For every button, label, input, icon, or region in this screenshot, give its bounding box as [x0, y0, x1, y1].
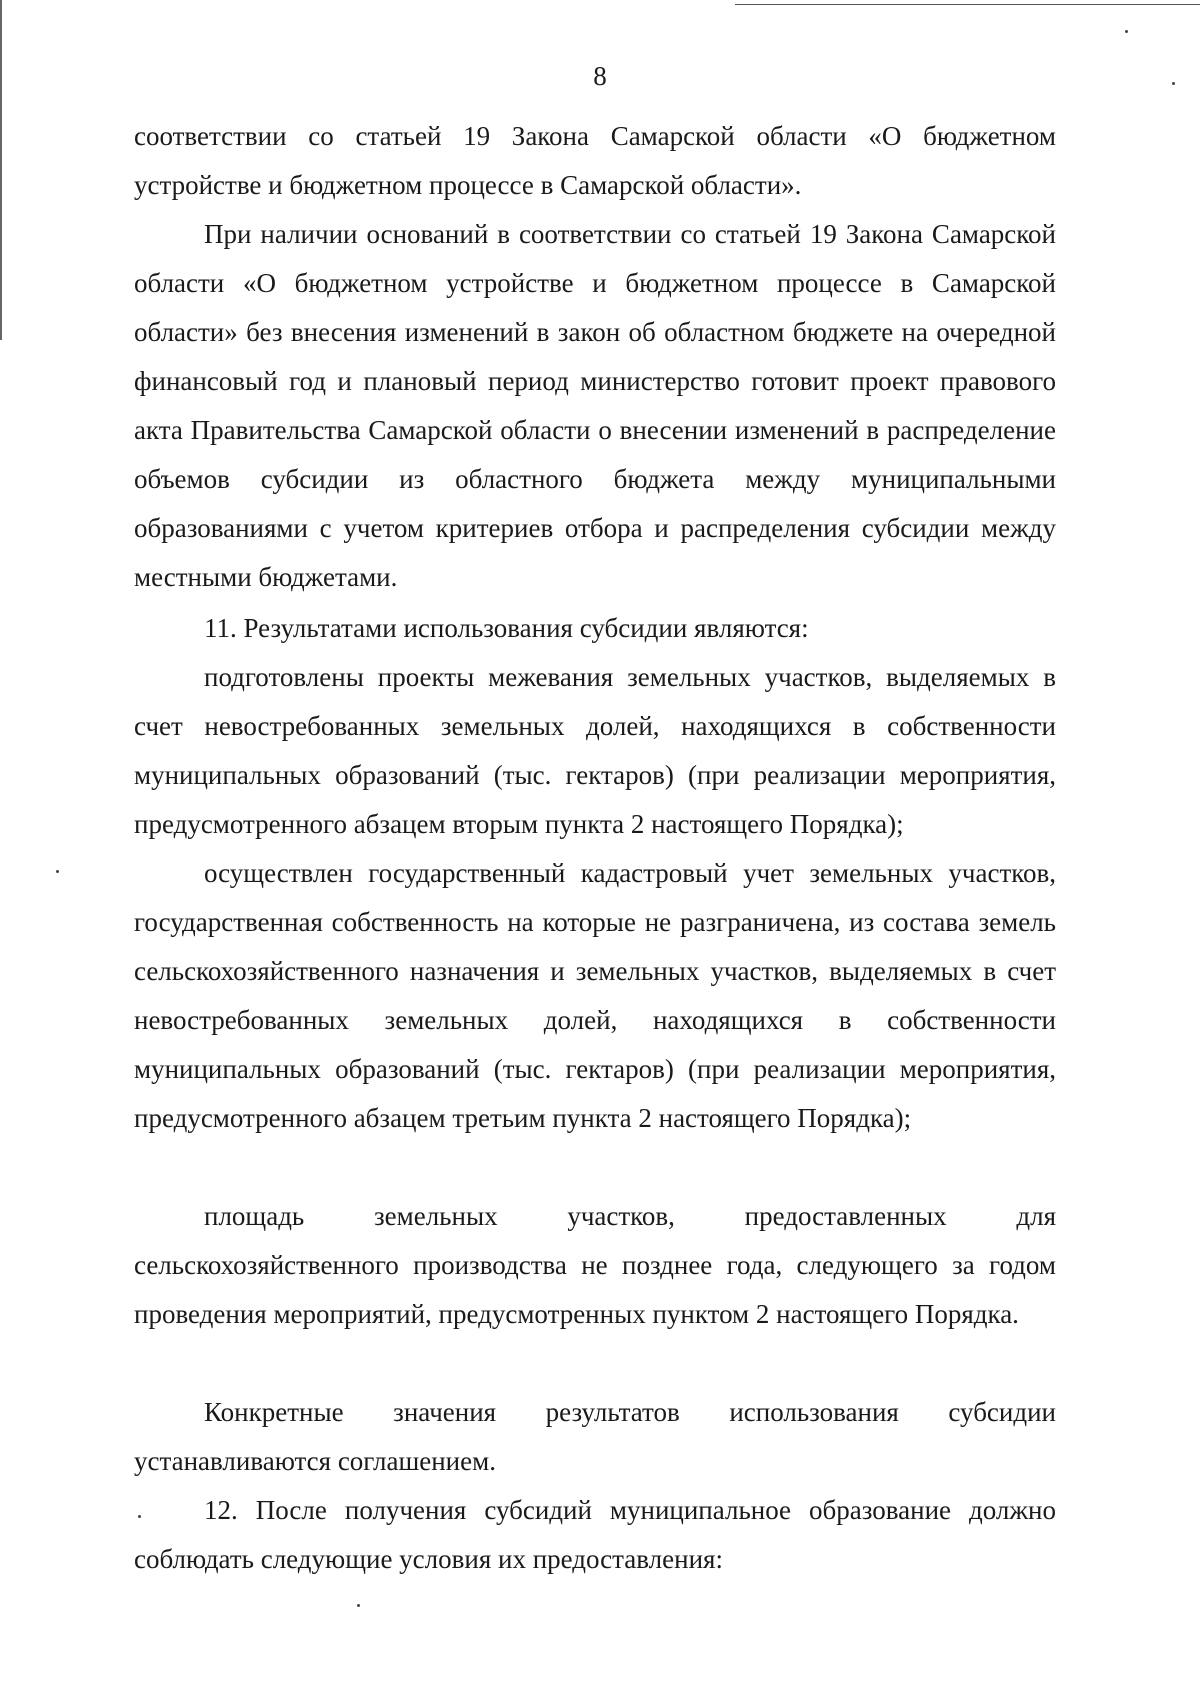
scan-edge-line [735, 4, 1200, 5]
paragraph-result-projects: подготовлены проекты межевания земельных участков, выделяемых в счет невостребованных земельных долей, находящихся в собственности муниципальных образований (тыс. гектаров) (при реализации мероприятия, предусмотренного абзацем вторым пункта 2 настоящего Порядка); [134, 662, 1056, 839]
scan-edge-line-left [0, 0, 2, 340]
paragraph-result-cadastral: осуществлен государственный кадастровый учет земельных участков, государственная собственность на которые не разграничена, из состава земель сельскохозяйственного назначения и земельных участков, выделяемых в счет невостребованных земельных долей, находящихся в собственности муниципальных образований (тыс. гектаров) (при реализации мероприятия, предусмотренного абзацем третьим пункта 2 настоящего Порядка); [134, 858, 1056, 1133]
page-number: 8 [593, 61, 607, 91]
scan-speck [1125, 30, 1128, 33]
paragraph-item-12: 12. После получения субсидий муниципальное образование должно соблюдать следующие условия их предоставления: [134, 1495, 1056, 1574]
paragraph-item-11: 11. Результатами использования субсидии являются: [204, 613, 809, 643]
paragraph-result-area: площадь земельных участков, предоставленных для сельскохозяйственного производства не позднее года, следующего за годом проведения мероприятий, предусмотренных пунктом 2 настоящего Порядка. [134, 1201, 1056, 1329]
scan-speck [357, 1604, 360, 1607]
scan-speck [56, 870, 59, 873]
paragraph-result-values: Конкретные значения результатов использования субсидии устанавливаются соглашением. [134, 1397, 1056, 1476]
paragraph-redistribution: При наличии оснований в соответствии со статьей 19 Закона Самарской области «О бюджетном устройстве и бюджетном процессе в Самарской области» без внесения изменений в закон об областном бюджете на очередной финансовый год и плановый период министерство готовит проект правового акта Правительства Самарской области о внесении изменений в распределение объемов субсидии из областного бюджета между муниципальными образованиями с учетом критериев отбора и распределения субсидии между местными бюджетами. [134, 219, 1056, 592]
paragraph-continuation: соответствии со статьей 19 Закона Самарской области «О бюджетном устройстве и бюджетном процессе в Самарской области». [134, 121, 1056, 200]
